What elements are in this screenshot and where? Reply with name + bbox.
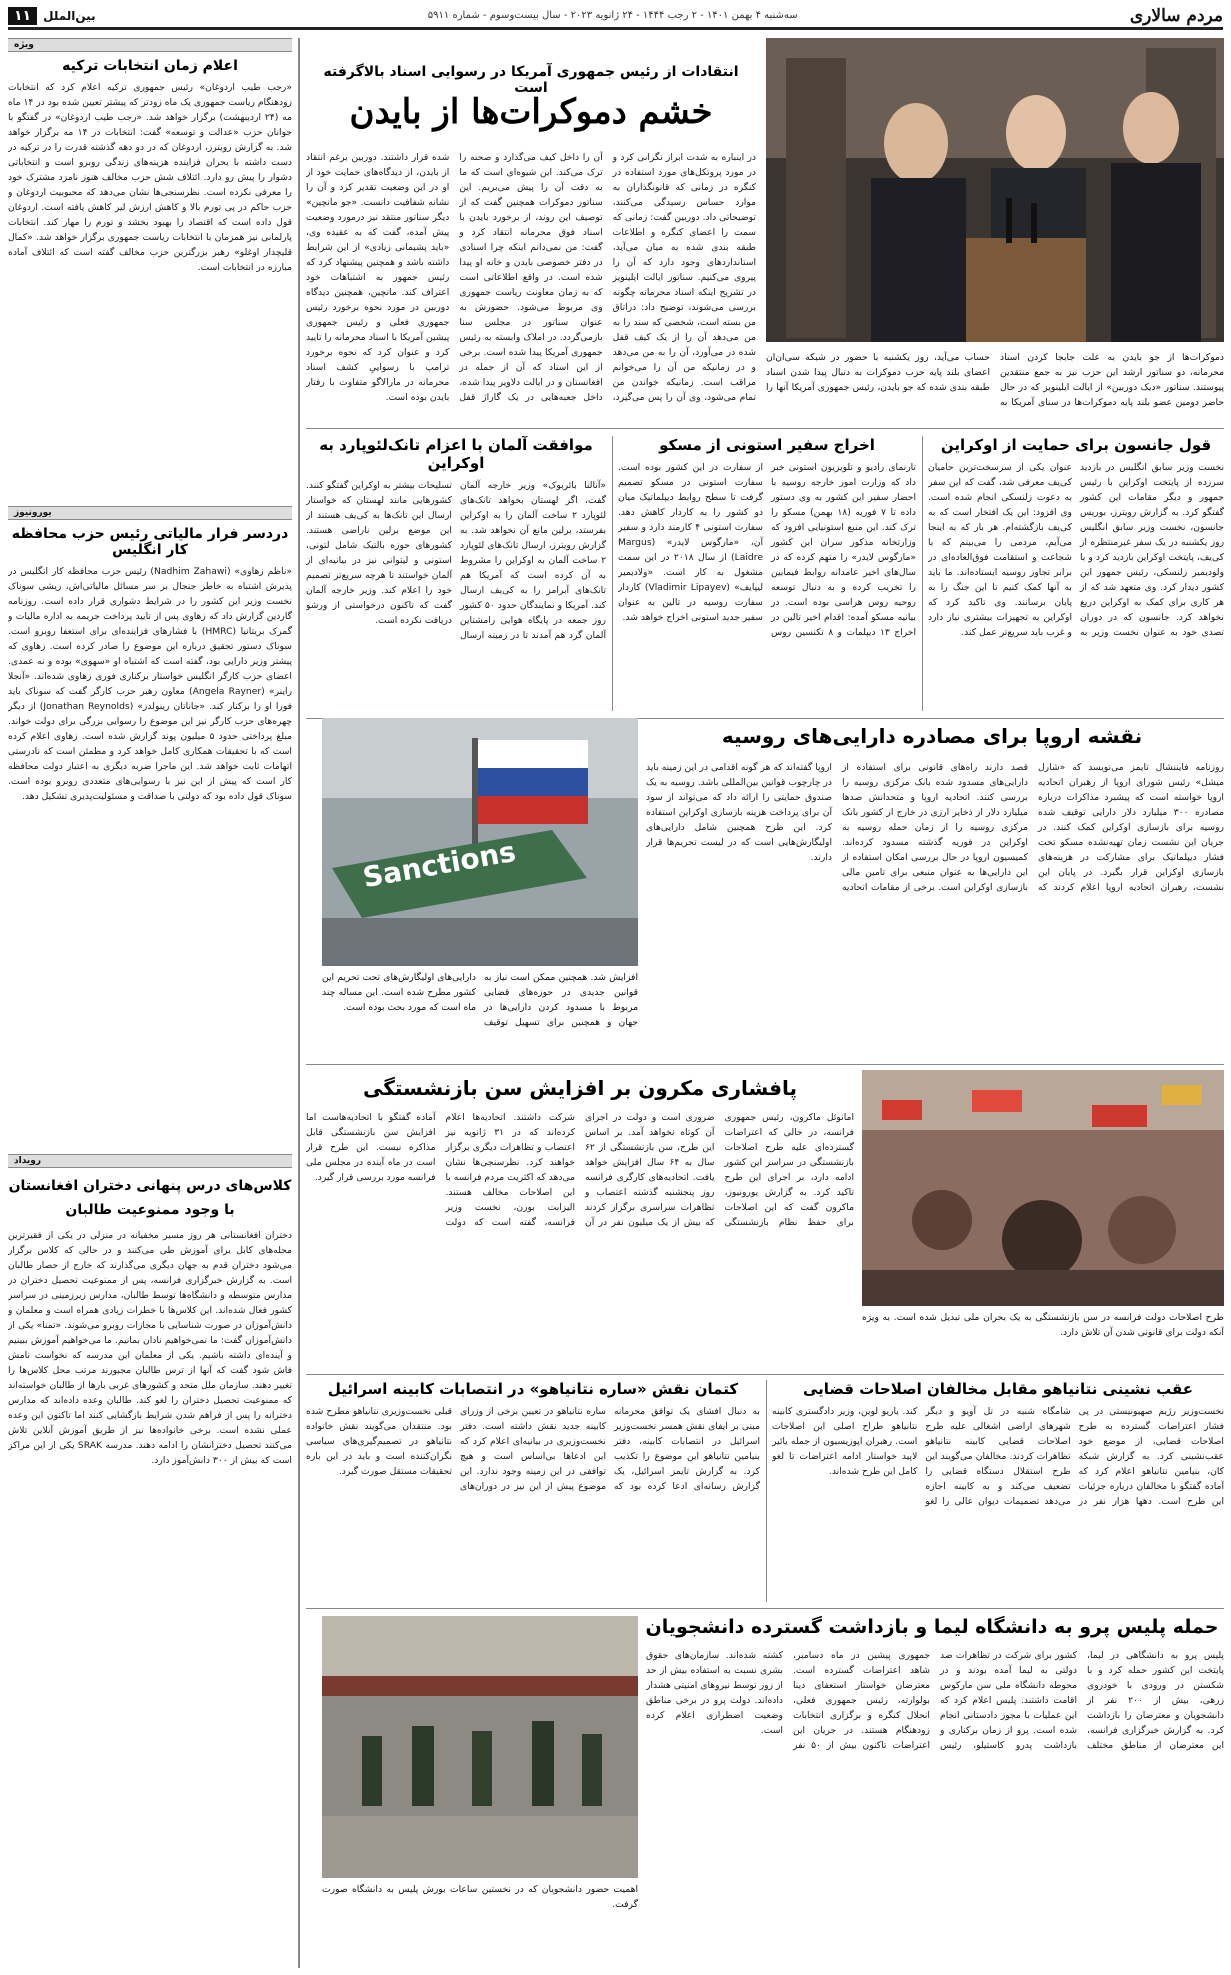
europe-caption: افزایش شد. همچنین ممکن است نیاز به قوانین جدیدی در حوزه‌های قضایی مربوط با مسدود کردن دارایی‌ها در جهان و همچنین برای تسهیل توقیف دارایی‌های اولیگارش‌های تحت تحریم این کشور مطرح شده است. این مساله چند ماه است که مورد بحث بوده است.	[322, 972, 638, 1028]
protest-photo	[862, 1070, 1224, 1306]
brief-johnson	[928, 436, 1224, 716]
israel-judicial-title: عقب نشینی نتانیاهو مقابل مخالفان اصلاحات قضایی	[802, 1380, 1194, 1398]
brief-estonia-title: اخراج سفیر استونی از مسکو	[659, 436, 875, 454]
lima-police-photo	[322, 1616, 638, 1878]
brief-johnson-title: قول جانسون برای حمایت از اوکراین	[940, 436, 1212, 454]
section-label	[8, 7, 96, 25]
brief-germany	[306, 436, 606, 716]
europe-title: نقشه اروپا برای مصادره دارایی‌های روسیه	[721, 724, 1143, 748]
macron-body: امانوئل ماکرون، رئیس جمهوری فرانسه، در حالی که اعتراضات گسترده‌ای علیه طرح اصلاحات بازنشستگی در سراسر این کشور ادامه دارد، بر اجرای این طرح تاکید کرد. به گزارش یورونیوز، ماکرون گفت که این اصلاحات برای حفظ نظام بازنشستگی ضروری است و دولت در اجرای آن کوتاه نخواهد آمد. بر اساس این طرح، سن بازنشستگی از ۶۲ سال به ۶۴ سال افزایش خواهد یافت. اتحادیه‌های کارگری فرانسه روز پنجشنبه گذشته اعتصاب و تظاهرات سراسری برگزار کردند که بیش از یک میلیون نفر در آن شرکت داشتند. اتحادیه‌ها اعلام کرده‌اند که در ۳۱ ژانویه نیز اعتصاب و تظاهرات دیگری برگزار خواهند کرد. نظرسنجی‌ها نشان می‌دهد که اکثریت مردم فرانسه با این اصلاحات مخالف هستند. الیزابت بورن، نخست وزیر فرانسه، گفته است که دولت آماده گفتگو با اتحادیه‌هاست اما افزایش سن بازنشستگی قابل مذاکره نیست. این طرح قرار است در ماه آینده در مجلس ملی فرانسه مورد بررسی قرار گیرد.	[306, 1112, 854, 1228]
brief-germany-title: موافقت آلمان با اعزام تانک‌لئوپارد به اوکراین	[319, 436, 593, 472]
sidebar-turkey-title: اعلام زمان انتخابات ترکیه	[62, 58, 238, 74]
sidebar-bar: یورونیوز	[8, 506, 292, 520]
sidebar-bar: ویژه	[8, 38, 292, 52]
divider	[306, 428, 1224, 429]
divider	[766, 1380, 767, 1602]
divider	[612, 436, 613, 711]
macron-title: پافشاری مکرون بر افزایش سن بازنشستگی	[362, 1076, 797, 1100]
sidebar-zahawi	[8, 506, 292, 1146]
israel-sara	[306, 1380, 760, 1606]
sidebar-afghan-body: دختران افغانستانی هر روز مسیر مخفیانه در منزلی در یکی از فقیرترین محله‌های کابل برای آموزش طی می‌کنند و در حالی که کلاس برگزار می‌شود دختران قدم به جهان دیگری می‌گذارند که خارج از حصار طالبان است. به گزارش خبرگزاری فرانسه، پس از ممنوعیت تحصیل دختران در مدارس متوسطه و دانشگاه‌ها توسط طالبان، مدارس زیرزمینی در سراسر کشور فعال شده‌اند. این کلاس‌ها با خطرات زیادی همراه است و معلمان و دانش‌آموزان در صورت شناسایی با مجازات روبرو می‌شوند. «تمنا» یکی از دانش‌آموزان گفت: ما نمی‌خواهیم نادان بمانیم. ما می‌خواهیم آموزش ببینیم و آینده‌ای داشته باشیم. یکی از معلمان این مدرسه که نخواست نامش فاش شود گفت که آنها از ترس طالبان مجبورند مرتب محل کلاس‌ها را تغییر دهند. سازمان ملل متحد و کشورهای غربی بارها از طالبان خواسته‌اند که ممنوعیت تحصیل دختران را لغو کند. طالبان وعده داده‌اند که مدارس دخترانه را پس از فراهم شدن شرایط بازگشایی کنند اما تاکنون این وعده عملی نشده است. برخی خانواده‌ها نیز از طریق آموزش آنلاین تلاش می‌کنند تحصیل دخترانشان را ادامه دهند. مدرسه SRAK یکی از این مراکز است که بیش از ۳۰۰ دانش‌آموز دارد.	[8, 1230, 292, 1466]
divider	[306, 1374, 1224, 1375]
newspaper-logo: مردم سالاری	[1129, 5, 1223, 26]
divider	[922, 436, 923, 711]
senators-press-photo	[766, 38, 1224, 342]
sidebar-zahawi-body: «ناظم زهاوی» (Nadhim Zahawi) رئیس حزب محافظه کار انگلیس در پذیرش اشتباه به خاطر جنجال بر سر مسائل مالیاتی‌اش، ریشی سوناک نخست وزیر این کشور را در شرایط دشواری قرار داده است. روزنامه گاردین گزارش داد که زهاوی پس از تایید پرداخت جریمه به اداره مالیات و گمرک بریتانیا (HMRC) با فشارهای فزاینده‌ای برای استعفا روبرو است. سوناک دستور تحقیق درباره این موضوع را صادر کرده است. زهاوی که پیشتر وزیر دارایی بود، گفته است که اشتباه او «سهوی» بوده و نه عمدی. اعضای حزب کارگر انگلیس خواستار برکناری فوری زهاوی شده‌اند. «آنجلا راینر» (Angela Rayner) معاون رهبر حزب کارگر گفت که سوناک باید فورا او را برکنار کند. «جاناتان رینولدز» (Jonathan Reynolds) از دیگر چهره‌های حزب کارگر نیز این موضوع را رسوایی بزرگی برای دولت خواند. مبلغ پرداختی حدود ۵ میلیون پوند گزارش شده است. زهاوی اعلام کرده است که با تحقیقات همکاری کامل خواهد کرد و مطمئن است که نادرستی اتهامات ثابت خواهد شد. این ماجرا ضربه دیگری به اعتبار دولت محافظه کار است که پیش از این نیز با رسوایی‌های متعددی روبرو بوده است. سوناک قول داده بود که دولتی با صداقت و مسئولیت‌پذیری تشکیل دهد.	[8, 566, 292, 802]
peru-caption: اهمیت حضور دانشجویان که در نخستین ساعات بورش پلیس به دانشگاه صورت گرفت.	[322, 1884, 638, 1910]
divider	[306, 1608, 1224, 1609]
sidebar-afghan-title: کلاس‌های درس پنهانی دختران افغانستان با وجود ممنوعیت طالبان	[8, 1178, 292, 1218]
israel-sara-body: به دنبال افشای یک توافق محرمانه مبنی بر ایفای نقش همسر نخست‌وزیر اسرائیل در انتصابات کابینه، دفتر بنیامین نتانیاهو این موضوع را تکذیب کرد. به گزارش تایمز اسرائیل، یک گزارش رسانه‌ای ادعا کرده بود که ساره نتانیاهو در تعیین برخی از وزرای کابینه جدید نقش داشته است. دفتر نخست‌وزیری در بیانیه‌ای اعلام کرد که این ادعاها بی‌اساس است و هیچ توافقی در این زمینه وجود ندارد. این موضوع پیش از این نیز در دوران‌های قبلی نخست‌وزیری نتانیاهو مطرح شده بود. منتقدان می‌گویند نقش خانواده نتانیاهو در تصمیم‌گیری‌های سیاسی نگران‌کننده است و باید در این باره تحقیقات مستقل صورت گیرد.	[306, 1406, 760, 1492]
peru-title: حمله پلیس پرو به دانشگاه لیما و بازداشت گسترده دانشجویان	[645, 1616, 1219, 1638]
lead-caption: دموکرات‌ها از جو بایدن به علت جابجا کردن اسناد محرمانه، دو سناتور ارشد این حزب نیز به جمع منتقدین پیوستند. سناتور «دیک دوربین» از ایالت ایلینویز که در حال حاضر دومین عضو بلند پایه دموکرات‌ها در سنای آمریکا به حساب می‌آید، روز یکشنبه با حضور در شبکه سی‌ان‌ان اعضای بلند پایه حزب دموکرات به دنبال پیدا شدن اسناد طبقه بندی شده که جو بایدن، رئیس جمهوری آمریکا آنها را	[766, 352, 1224, 408]
lead-kicker: انتقادات از رئیس جمهوری آمریکا در رسوایی اسناد بالاگرفته است	[323, 64, 739, 96]
sidebar-turkey	[8, 38, 292, 498]
peru-photo	[322, 1616, 638, 1878]
brief-estonia-body: تارنمای رادیو و تلویزیون استونی خبر داد که وزارت امور خارجه روسیه با احضار سفیر این کشور به وی دستور داده تا ۷ فوریه (۱۸ بهمن) مسکو را ترک کند. این منبع استونیایی افزود که وزارتخانه مذکور سران این کشور «مارگوس لایدر» را متهم کرده که در سال‌های اخیر عامدانه روابط فیمابین را تخریب کرده و به دنبال توسعه روحیه روس هراسی بوده است. در بیانیه مسکو آمده: اقدام اخیر تالین در اخراج ۱۳ دیپلمات و ۸ تکنسین روس از سفارت در این کشور بوده است. سفارت استونی در مسکو تصمیم گرفت تا سطح روابط دیپلماتیک میان دو کشور را به کاردار کاهش دهد. سفارت استونی ۴ کارمند دارد و سفیر آن، «مارگوس لایدر» (Margus Laidre) از سال ۲۰۱۸ در این سمت مشغول به کار است. «ولادیمیر لیپایف» (Vladimir Lipayev) کاردار سفارت روسیه در تالین به عنوان سفیر جدید استونی اخراج خواهد شد.	[618, 462, 916, 638]
lead-photo	[766, 38, 1224, 342]
masthead	[8, 4, 1223, 30]
page-number: ۱۱	[8, 7, 37, 25]
sidebar-afghan	[8, 1154, 292, 1968]
sidebar-bar: رویداد	[8, 1154, 292, 1168]
sidebar-zahawi-title: دردسر فرار مالیاتی رئیس حزب محافظه کار انگلیس	[11, 526, 289, 558]
brief-estonia	[618, 436, 916, 716]
lead-body: در اینباره به شدت ابراز نگرانی کرد و در مورد پروتکل‌های مورد استفاده در کنگره در زمانی که قانونگذاران به موارد حساس رسیدگی می‌کنند، توضیحاتی داد. دوربین گفت: زمانی که سمت را اعضای کنگره و اطلاعات طبقه بندی شده به میان می‌آید، استانداردهای وجود دارد که آن را پیروی می‌کنیم. سناتور ایالت ایلینویز در تشریح اینکه اسناد محرمانه چگونه بررسی می‌شوند، توضیح داد: دراتاق من بسته است، شخصی که سند را به من می‌دهد آن را از یک کیف قفل شده در می‌آورد، آن را به من می‌دهد و در زمانیکه من آن را می‌خوانم مراقب است. زمانیکه خواندن من تمام می‌شود، وی آن را پس می‌گیرد، آن را داخل کیف می‌گذارد و صحنه را ترک می‌کند. این شیوه‌ای است که ما به دقت آن را پیش می‌بریم. این سناتور دموکرات همچنین گفت که از توصیف این روند، از برخورد بایدن با اسناد فوق محرمانه انتقاد کرد و گفت: من نمی‌دانم اینکه چرا اسنادی در دفتر خصوصی بایدن و خانه او پیدا شده است. در واقع اطلاعاتی است که به زمان معاونت ریاست جمهوری وی مربوط می‌شود. حضورش به عنوان سناتور در مجلس سنا بازمی‌گردد. در املاک وابسته به رئیس جمهوری آمریکا پیدا شده است. برخی از این اسناد که آن از جمله در افغانستان و در ایالت دلاویر پیدا شده، داخل جعبه‌هایی در یک گاراژ قفل شده قرار داشتند. دوربین برغم انتقاد از بایدن، از دیدگاه‌های حمایت خود از او در این وضعیت تقدیر کرد و آن را نشانه شفافیت دانست. «جو مانچین» دیگر سناتور منتقد نیز درمورد وضعیت پیش آمده، گفت که به عقیده وی، «باید پشیمانی زیادی» از این شرایط داشته باشد و همچنین پیشنهاد کرد که رئیس جمهور به اشتباهات خود اعتراف کند. مانچین، همچنین دیدگاه دوربین در مورد نحوه برخورد رئیس جمهوری فعلی و رئیس جمهوری پیشین آمریکا با اسناد محرمانه را تایید کرد و عنوان کرد که نحوه برخورد ترامپ با رسواییِ کشف اسناد محرمانه در مارالاگو متفاوت با رفتار بایدن بوده است.	[306, 152, 756, 403]
sanctions-photo	[322, 718, 638, 966]
sidebar-turkey-body: «رجب طیب اردوغان» رئیس جمهوری ترکیه اعلام کرد که انتخابات زودهنگام ریاست جمهوری یک ماه زودتر که پیشتر تعیین شده بود در ۱۴ ماه مه (۲۴ اردیبهشت) برگزار خواهد شد. «رجب طیب اردوغان» در گفتگو با جوانان حزب «عدالت و توسعه» گفت: انتخابات در ۱۴ مه برگزار خواهد شد. به گزارش رویترز، اردوغان که در دو دهه گذشته قدرت را در ترکیه در دست داشته با بحران فزاینده هزینه‌های زندگی روبرو است و انتخاباتی دشوار را پیش رو دارد. ائتلاف شش حزب مخالف هنوز نامزد مشترک خود را معرفی نکرده است. نظرسنجی‌ها نشان می‌دهد که محبوبیت اردوغان و حزب حاکم در پی تورم بالا و کاهش ارزش لیر کاهش یافته است. اردوغان قول داده است که اقتصاد را بهبود بخشد و تورم را مهار کند. انتخابات پارلمانی نیز همزمان با انتخابات ریاست جمهوری برگزار خواهد شد. «کمال قلیچدار اوغلو» رهبر بزرگترین حزب مخالف گفته است که ائتلاف آماده مبارزه در انتخابات است.	[8, 82, 292, 273]
section-name: بین‌الملل	[43, 8, 96, 23]
macron-caption: طرح اصلاحات دولت فرانسه در سن بازنشستگی به یک بحران ملی تبدیل شده است. به ویژه آنکه دولت برای قانونی شدن آن تلاش دارد.	[862, 1312, 1224, 1338]
israel-sara-title: کتمان نقش «ساره نتانیاهو» در انتصابات کابینه اسرائیل	[327, 1380, 739, 1398]
brief-johnson-body: نخست وزیر سابق انگلیس در بازدید سرزده از پایتخت اوکراین با رئیس جمهور و دیگر مقامات این کشور گفتگو کرد. به گزارش رویترز، بوریس جانسون، نخست وزیر سابق انگلیس روز یکشنبه در یک سفر غیرمنتظره از کی‌یف، پایتخت اوکراین بازدید کرد و با ولودیمیر زلنسکی، رئیس جمهور این کشور دیدار کرد. وی متعهد شد که از هر کاری برای کمک به اوکراین دریغ نخواهد کرد. جانسون که در دوران تصدی خود به عنوان نخست وزیر به عنوان یکی از سرسخت‌ترین حامیان کی‌یف معرفی شد، گفت که این سفر به دعوت زلنسکی انجام شده است. وی افزود: این یک افتخار است که به کی‌یف بازگشته‌ام. هر بار که به اینجا می‌آیم، مردمی را می‌بینم که با شجاعت و استقامت فوق‌العاده‌ای در برابر تجاوز روسیه ایستاده‌اند. ما باید به آنها کمک کنیم تا این جنگ را به پایان برسانند. وی تاکید کرد که اوکراین به تجهیزات بیشتری نیاز دارد و غرب باید سریع‌تر عمل کند.	[928, 462, 1224, 638]
israel-judicial	[772, 1380, 1224, 1606]
brief-germany-body: «آنالنا بائربوک» وزیر خارجه آلمان گفت، اگر لهستان بخواهد تانک‌های لئوپارد ۲ ساخت آلمان را به اوکراین بفرستد، برلین مانع آن نخواهد شد. به گزارش رویترز، ارسال تانک‌های لئوپارد ۲ ساخت آلمان به اوکراین را مشروط به آن کرده است که آمریکا هم تانک‌های آبرامز را به کی‌یف ارسال کند. آمریکا و نمایندگان حدود ۵۰ کشور روز جمعه در پایگاه هوایی رامشتاین آلمان گرد هم آمدند تا در زمینه ارسال تسلیحات بیشتر به اوکراین گفتگو کنند. کشورهایی مانند لهستان که خواستار ارسال این تانک‌ها به کی‌یف هستند از این موضع برلین ناراضی هستند. کشورهای حوزه بالتیک شامل لتونی، استونی و لیتوانی نیز در بیانیه‌ای از آلمان خواستند تا هرچه سریع‌تر تصمیم خود را اعلام کند. وزیر خارجه آلمان گفت که تاکنون درخواستی از ورشو دریافت نکرده است.	[306, 480, 606, 641]
paris-protest-photo	[862, 1070, 1224, 1306]
dateline: سه‌شنبه ۴ بهمن ۱۴۰۱ - ۲ رجب ۱۴۴۴ - ۲۴ ژانویه ۲۰۲۳ - سال بیست‌وسوم - شماره ۵۹۱۱	[427, 10, 798, 21]
sanctions-sign-text: Sanctions	[360, 834, 519, 895]
sidebar-divider	[298, 38, 300, 1968]
peru-body: پلیس پرو به دانشگاهی در لیما، پایتخت این کشور حمله کرد و با شکستن در ورودی با خودروی زرهی، بیش از ۲۰۰ نفر از دانشجویان و معترضان را بازداشت کرد. به گزارش خبرگزاری فرانسه، این معترضان از مناطق مختلف کشور برای شرکت در تظاهرات ضد دولتی به لیما آمده بودند و در محوطه دانشگاه ملی سن مارکوس اقامت داشتند. پلیس اعلام کرد که این عملیات با مجوز دادستانی انجام شده است. پرو از زمان برکناری و بازداشت پدرو کاستیلو، رئیس جمهوری پیشین در ماه دسامبر، شاهد اعتراضات گسترده است. معترضان خواستار استعفای دینا بولوارته، رئیس جمهوری فعلی، انحلال کنگره و برگزاری انتخابات زودهنگام هستند. در جریان این اعتراضات تاکنون بیش از ۵۰ نفر کشته شده‌اند. سازمان‌های حقوق بشری نسبت به استفاده بیش از حد از زور توسط نیروهای امنیتی هشدار داده‌اند. دولت پرو در برخی مناطق وضعیت اضطراری اعلام کرده است.	[646, 1650, 1224, 1751]
europe-body: روزنامه فایننشال تایمز می‌نویسد که «شارل میشل» رئیس شورای اروپا از رهبران اتحادیه اروپا خواسته است که پیشبرد مذاکرات درباره مصادره ۳۰۰ میلیارد دلار دارایی توقیف شده روسیه برای بازسازی اوکراین کمک کنند. در جریان این نشست زمان تهیه‌نشده مسکو تحت فشار دیپلماتیک برای مشارکت در هزینه‌های بازسازی اوکراین قرار بگیرد. در پایان این نشست، رهبران اتحادیه اروپا اعلام کردند که قصد دارند راه‌های قانونی برای استفاده از دارایی‌های مسدود شده بانک مرکزی روسیه را بررسی کنند. اتحادیه اروپا و متحدانش صدها میلیارد دلار از ذخایر ارزی در خارج از کشور بانک مرکزی روسیه را از زمان حمله روسیه به اوکراین در فوریه گذشته مسدود کرده‌اند. کمیسیون اروپا در حال بررسی امکان استفاده از این دارایی‌ها به عنوان منبعی برای تامین مالی بازسازی اوکراین است. برخی از مقامات اتحادیه اروپا گفته‌اند که هر گونه اقدامی در این زمینه باید در چارچوب قوانین بین‌المللی باشد. روسیه به یک صندوق حمایتی را ارائه داد که می‌تواند از سود آن برای پرداخت هزینه بازسازی اوکراین استفاده کرد. این طرح همچنین شامل دارایی‌های اولیگارش‌هایی است که در لیست تحریم‌ها قرار دارند.	[646, 762, 1224, 893]
israel-judicial-body: نخست‌وزیر رژیم صهیونیستی در پی فشار اعتراضات گسترده به طرح اصلاحات قضایی، از موضع خود عقب‌نشینی کرد. به گزارش شبکه کان، بنیامین نتانیاهو اعلام کرد که آماده گفتگو با مخالفان درباره جزئیات این طرح است. دهها هزار نفر در شامگاه شنبه در تل آویو و دیگر شهرهای اراضی اشغالی علیه طرح اصلاحات قضایی کابینه نتانیاهو تظاهرات کردند. مخالفان می‌گویند این طرح استقلال دستگاه قضایی را تضعیف می‌کند و به کابینه اجازه می‌دهد تصمیمات دیوان عالی را لغو کند. یاریو لوین، وزیر دادگستری کابینه نتانیاهو طراح اصلی این اصلاحات است. رهبران اپوزیسیون از جمله یائیر لاپید خواستار ادامه اعتراضات تا لغو کامل این طرح شده‌اند.	[772, 1406, 1224, 1507]
lead-title: خشم دموکرات‌ها از بایدن	[349, 92, 713, 132]
divider	[306, 1064, 1224, 1065]
